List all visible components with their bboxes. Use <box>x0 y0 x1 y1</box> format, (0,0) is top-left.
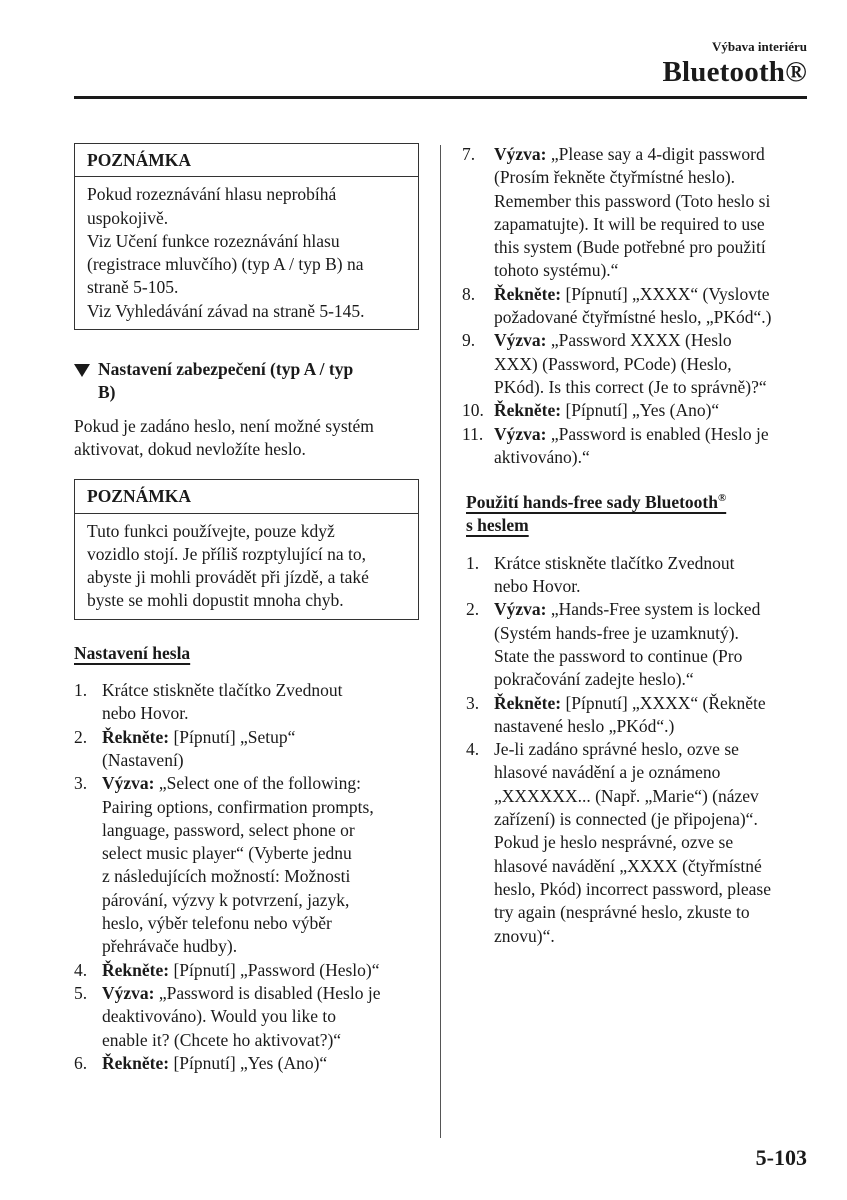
step-text: požadované čtyřmístné heslo, „PKód“.) <box>494 307 772 328</box>
step-text: Krátce stiskněte tlačítko Zvednout <box>102 680 343 701</box>
steps-list <box>462 143 812 469</box>
step-number: 6. <box>74 1052 88 1073</box>
step-keyword: Řekněte: <box>102 959 170 980</box>
step-text: znovu)“. <box>494 925 555 946</box>
text-line: B) <box>98 382 116 403</box>
step-text: Remember this password (Toto heslo si <box>494 190 771 211</box>
step-number: 2. <box>466 599 480 620</box>
step-text: „Select one of the following: <box>154 773 362 794</box>
list-item <box>462 283 812 330</box>
right-column <box>462 143 812 948</box>
step-text: [Pípnutí] „Setup“ <box>169 726 296 747</box>
list-item <box>74 959 419 982</box>
intro-paragraph <box>74 415 419 462</box>
subheading-text-line: s heslem <box>466 515 529 536</box>
text-line: Pokud je zadáno heslo, není možné systém <box>74 415 374 436</box>
step-text: Pokud je heslo nesprávné, ozve se <box>494 832 734 853</box>
text-line: Viz Učení funkce rozeznávání hlasu <box>87 230 340 251</box>
step-keyword: Výzva: <box>494 599 547 620</box>
step-keyword: Výzva: <box>494 330 547 351</box>
text-line: abyste ji mohli provádět při jízdě, a také <box>87 567 369 588</box>
step-text: XXX) (Password, PCode) (Heslo, <box>494 353 732 374</box>
step-keyword: Výzva: <box>494 423 547 444</box>
header-rule <box>74 96 807 99</box>
step-number: 1. <box>74 680 88 701</box>
text-line: straně 5-105. <box>87 277 179 298</box>
step-text: State the password to continue (Pro <box>494 645 743 666</box>
step-text: Pairing options, confirmation prompts, <box>102 796 374 817</box>
step-text: aktivováno).“ <box>494 446 590 467</box>
text-line: Pokud rozeznávání hlasu neprobíhá <box>87 184 337 205</box>
step-keyword: Výzva: <box>102 773 155 794</box>
step-text: [Pípnutí] „XXXX“ (Řekněte <box>561 692 766 713</box>
text-line: Nastavení zabezpečení (typ A / typ <box>98 359 354 380</box>
step-number: 9. <box>462 330 476 351</box>
list-item <box>462 143 812 283</box>
step-keyword: Řekněte: <box>102 726 170 747</box>
list-item <box>74 679 419 726</box>
step-text: (Prosím řekněte čtyřmístné heslo). <box>494 167 736 188</box>
step-number: 3. <box>466 692 480 713</box>
step-text: [Pípnutí] „Password (Heslo)“ <box>169 959 380 980</box>
list-item <box>462 423 812 470</box>
list-item <box>466 552 812 599</box>
text-line: uspokojivě. <box>87 207 169 228</box>
step-text: heslo, výběr telefonu nebo výběr <box>102 913 332 934</box>
subheading-text <box>466 492 726 512</box>
step-keyword: Řekněte: <box>102 1052 170 1073</box>
list-item <box>74 726 419 773</box>
step-text: [Pípnutí] „XXXX“ (Vyslovte <box>561 283 770 304</box>
step-text: Je-li zadáno správné heslo, ozve se <box>494 739 739 760</box>
step-number: 4. <box>466 739 480 760</box>
step-text: language, password, select phone or <box>102 819 355 840</box>
list-item <box>462 329 812 399</box>
column-divider <box>440 145 441 1138</box>
steps-list <box>74 679 419 1075</box>
subheading-text-line: Použití hands-free sady Bluetooth <box>466 492 718 513</box>
step-number: 5. <box>74 982 88 1003</box>
step-text: select music player“ (Vyberte jednu <box>102 843 352 864</box>
step-text: zařízení) is connected (je připojena)“. <box>494 809 758 830</box>
step-text: PKód). Is this correct (Je to správně)?“ <box>494 376 767 397</box>
step-text: „XXXXXX... (Např. „Marie“) (název <box>494 785 759 806</box>
list-item <box>462 399 812 422</box>
step-text: tohoto systému).“ <box>494 260 619 281</box>
step-text: deaktivováno). Would you like to <box>102 1006 336 1027</box>
text-line: vozidlo stojí. Je příliš rozptylující na to, <box>87 543 366 564</box>
text-line: Viz Vyhledávání závad na straně 5-145. <box>87 300 365 321</box>
list-item <box>74 1052 419 1075</box>
section-heading <box>74 358 419 405</box>
subheading-text: Nastavení hesla <box>74 642 191 663</box>
list-item <box>74 772 419 958</box>
step-text: nebo Hovor. <box>102 703 189 724</box>
step-text: „Password is disabled (Heslo je <box>154 982 381 1003</box>
step-text: heslo, Pkód) incorrect password, please <box>494 878 772 899</box>
text-line: (registrace mluvčího) (typ A / typ B) na <box>87 254 364 275</box>
step-text: nebo Hovor. <box>494 576 581 597</box>
step-text: [Pípnutí] „Yes (Ano)“ <box>169 1052 328 1073</box>
step-number: 11. <box>462 423 484 444</box>
note-heading: POZNÁMKA <box>75 144 418 177</box>
step-text: try again (nesprávné heslo, zkuste to <box>494 902 750 923</box>
step-text: [Pípnutí] „Yes (Ano)“ <box>561 400 720 421</box>
step-keyword: Řekněte: <box>494 692 562 713</box>
step-text: z následujících možností: Možnosti <box>102 866 351 887</box>
step-number: 4. <box>74 959 88 980</box>
note-box <box>74 143 419 330</box>
subheading <box>74 642 419 665</box>
triangle-bullet-icon <box>74 364 90 377</box>
step-text: (Nastavení) <box>102 749 184 770</box>
page-number: 5-103 <box>755 1145 807 1170</box>
text-line: Tuto funkci používejte, pouze když <box>87 520 335 541</box>
list-item <box>466 692 812 739</box>
list-item <box>466 598 812 691</box>
subheading <box>466 491 812 538</box>
step-text: „Please say a 4-digit password <box>546 144 765 164</box>
section-heading-text <box>98 359 353 402</box>
step-number: 2. <box>74 726 88 747</box>
step-text: hlasové navádění a je oznámeno <box>494 762 721 783</box>
step-text: hlasové navádění „XXXX (čtyřmístné <box>494 855 762 876</box>
step-text: „Password XXXX (Heslo <box>546 330 732 351</box>
list-item <box>466 738 812 948</box>
note-heading: POZNÁMKA <box>75 480 418 513</box>
page-title: Bluetooth® <box>662 56 807 88</box>
step-keyword: Řekněte: <box>494 283 562 304</box>
step-text: „Hands-Free system is locked <box>546 599 761 620</box>
note-box <box>74 479 419 619</box>
step-keyword: Výzva: <box>494 144 547 164</box>
steps-list <box>466 552 812 948</box>
header-section-label: Výbava interiéru <box>712 39 807 54</box>
text-line: byste se mohli dopustit mnoha chyb. <box>87 590 344 611</box>
step-number: 10. <box>462 400 484 421</box>
step-number: 7. <box>462 144 476 164</box>
note-body <box>75 177 418 329</box>
step-text: přehrávače hudby). <box>102 936 238 957</box>
registered-mark: ® <box>717 492 727 505</box>
step-number: 8. <box>462 283 476 304</box>
step-text: párování, výzvy k potvrzení, jazyk, <box>102 889 350 910</box>
step-keyword: Řekněte: <box>494 400 562 421</box>
step-text: zapamatujte). It will be required to use <box>494 213 765 234</box>
step-number: 3. <box>74 773 88 794</box>
left-column <box>74 143 419 1075</box>
step-number: 1. <box>466 552 480 573</box>
note-body <box>75 514 418 619</box>
step-text: enable it? (Chcete ho aktivovat?)“ <box>102 1029 342 1050</box>
text-line: aktivovat, dokud nevložíte heslo. <box>74 438 306 459</box>
step-text: pokračování zadejte heslo).“ <box>494 669 694 690</box>
step-text: (Systém hands-free je uzamknutý). <box>494 622 739 643</box>
step-text: this system (Bude potřebné pro použití <box>494 237 766 258</box>
step-text: Krátce stiskněte tlačítko Zvednout <box>494 552 735 573</box>
step-text: nastavené heslo „PKód“.) <box>494 715 675 736</box>
step-keyword: Výzva: <box>102 982 155 1003</box>
list-item <box>74 982 419 1052</box>
step-text: „Password is enabled (Heslo je <box>546 423 769 444</box>
